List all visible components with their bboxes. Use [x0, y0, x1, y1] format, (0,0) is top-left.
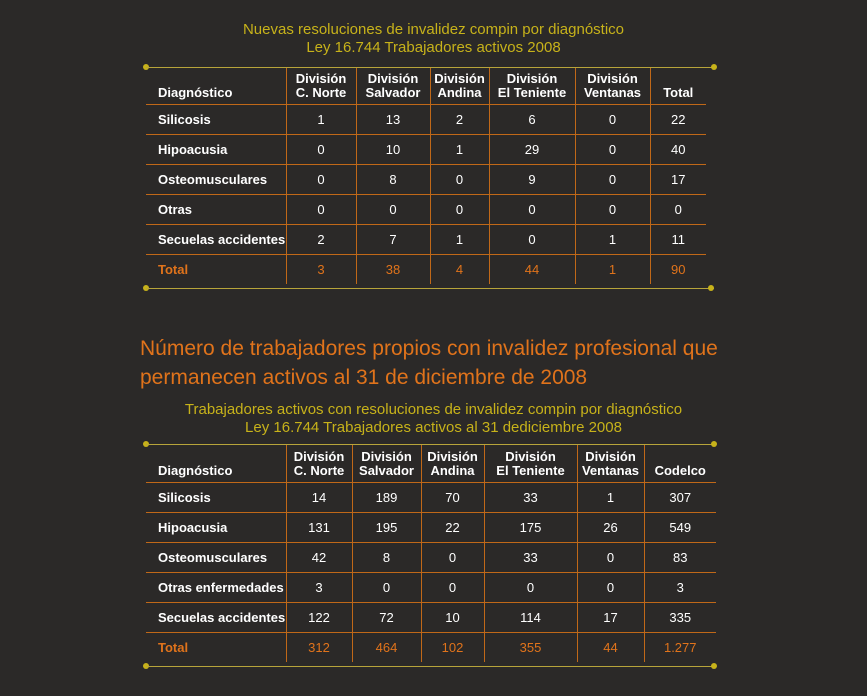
- table-cell: 33: [484, 482, 577, 512]
- table2-header-row: [146, 445, 716, 482]
- column-header: [352, 445, 421, 482]
- table-cell: 0: [489, 194, 575, 224]
- table-cell: 8: [352, 542, 421, 572]
- table-cell: 0: [575, 164, 650, 194]
- table-cell: 17: [650, 164, 706, 194]
- column-header-line2: Salvador: [365, 84, 421, 100]
- table-cell: 1: [575, 224, 650, 254]
- column-header-line2: Ventanas: [583, 84, 642, 100]
- column-header-line1: División: [295, 70, 347, 86]
- table-cell: 0: [575, 134, 650, 164]
- table-cell: 38: [356, 254, 430, 284]
- table-cell: 0: [421, 572, 484, 602]
- table-cell: 114: [484, 602, 577, 632]
- column-header: [575, 68, 650, 104]
- column-header-line1: División: [506, 70, 558, 86]
- table1-bottom-rule: [146, 288, 714, 289]
- column-header-line2: C. Norte: [293, 462, 345, 478]
- table-cell: 2: [286, 224, 356, 254]
- table-cell: 90: [650, 254, 706, 284]
- column-header-line1: División: [585, 448, 636, 464]
- table-cell: 17: [577, 602, 644, 632]
- table-row: [146, 542, 716, 572]
- table-cell: 44: [577, 632, 644, 662]
- table-cell: 189: [352, 482, 421, 512]
- table-cell: 6: [489, 104, 575, 134]
- table-row: [146, 602, 716, 632]
- table-cell: 0: [489, 224, 575, 254]
- column-header-line1: Total: [663, 84, 694, 100]
- table-cell: 13: [356, 104, 430, 134]
- column-header-line2: Salvador: [359, 462, 414, 478]
- row-label: Total: [146, 254, 286, 284]
- row-label: Silicosis: [146, 482, 286, 512]
- row-label: Secuelas accidentes: [146, 224, 286, 254]
- row-label: Otras enfermedades: [146, 572, 286, 602]
- table-cell: 40: [650, 134, 706, 164]
- column-header: [650, 68, 706, 104]
- table-cell: 1: [575, 254, 650, 284]
- table-cell: 44: [489, 254, 575, 284]
- column-header-diagnostico: [146, 68, 286, 104]
- total-row: [146, 254, 706, 284]
- table-cell: 0: [650, 194, 706, 224]
- table-cell: 26: [577, 512, 644, 542]
- table-cell: 3: [286, 572, 352, 602]
- table1-header-row: [146, 68, 706, 104]
- column-header-line1: División: [367, 70, 419, 86]
- table-cell: 0: [575, 104, 650, 134]
- table-cell: 10: [356, 134, 430, 164]
- table-row: [146, 224, 706, 254]
- table-row: [146, 482, 716, 512]
- table-cell: 10: [421, 602, 484, 632]
- table-row: [146, 134, 706, 164]
- table2-caption-line2: Ley 16.744 Trabajadores activos al 31 dediciembre 2008: [245, 419, 622, 436]
- column-header: [286, 68, 356, 104]
- table-row: [146, 512, 716, 542]
- column-header: [644, 445, 716, 482]
- column-header-line2: El Teniente: [497, 84, 567, 100]
- table-cell: 1: [577, 482, 644, 512]
- column-header: [421, 445, 484, 482]
- row-label: Hipoacusia: [146, 512, 286, 542]
- table-cell: 42: [286, 542, 352, 572]
- table-cell: 1: [430, 134, 489, 164]
- row-label: Total: [146, 632, 286, 662]
- column-header-line1: División: [427, 448, 478, 464]
- column-header-line1: Diagnóstico: [158, 84, 233, 100]
- table-cell: 307: [644, 482, 716, 512]
- column-header: [286, 445, 352, 482]
- table-cell: 464: [352, 632, 421, 662]
- row-label: Silicosis: [146, 104, 286, 134]
- table-cell: 335: [644, 602, 716, 632]
- table-cell: 175: [484, 512, 577, 542]
- table-cell: 1: [286, 104, 356, 134]
- table-cell: 131: [286, 512, 352, 542]
- column-header-line2: Ventanas: [581, 462, 640, 478]
- rule-endpoint-dot: [711, 663, 717, 669]
- column-header-line2: El Teniente: [496, 462, 565, 478]
- table-cell: 11: [650, 224, 706, 254]
- table-cell: 4: [430, 254, 489, 284]
- table-cell: 355: [484, 632, 577, 662]
- table-cell: 0: [421, 542, 484, 572]
- total-row: [146, 632, 716, 662]
- table-cell: 7: [356, 224, 430, 254]
- table-cell: 33: [484, 542, 577, 572]
- column-header: [430, 68, 489, 104]
- table-cell: 2: [430, 104, 489, 134]
- table-row: [146, 104, 706, 134]
- section-heading-line1: Número de trabajadores propios con invalidez profesional que: [140, 337, 718, 360]
- table-cell: 3: [286, 254, 356, 284]
- table-cell: 83: [644, 542, 716, 572]
- table-cell: 22: [650, 104, 706, 134]
- row-label: Osteomusculares: [146, 164, 286, 194]
- table1: [146, 68, 706, 284]
- table2: [146, 445, 716, 662]
- table1-caption-line2: Ley 16.744 Trabajadores activos 2008: [306, 39, 561, 56]
- table-cell: 549: [644, 512, 716, 542]
- column-header-line1: División: [434, 70, 485, 86]
- table-cell: 0: [575, 194, 650, 224]
- column-header-line2: C. Norte: [295, 84, 347, 100]
- table-cell: 195: [352, 512, 421, 542]
- table2-caption-line1: Trabajadores activos con resoluciones de invalidez compin por diagnóstico: [184, 401, 683, 418]
- rule-endpoint-dot: [708, 285, 714, 291]
- table-cell: 72: [352, 602, 421, 632]
- table-cell: 70: [421, 482, 484, 512]
- column-header-line1: División: [293, 448, 345, 464]
- column-header: [484, 445, 577, 482]
- table-cell: 0: [484, 572, 577, 602]
- column-header-diagnostico: [146, 445, 286, 482]
- table-cell: 102: [421, 632, 484, 662]
- table-cell: 22: [421, 512, 484, 542]
- table-cell: 8: [356, 164, 430, 194]
- column-header: [489, 68, 575, 104]
- table-cell: 0: [577, 572, 644, 602]
- column-header-line1: División: [505, 448, 556, 464]
- column-header-line1: División: [361, 448, 412, 464]
- section-heading-line2: permanecen activos al 31 de diciembre de 2008: [140, 366, 588, 389]
- table-cell: 0: [286, 164, 356, 194]
- table-cell: 1: [430, 224, 489, 254]
- table-cell: 0: [286, 194, 356, 224]
- column-header: [356, 68, 430, 104]
- table2-bottom-rule: [146, 666, 714, 667]
- rule-endpoint-dot: [711, 64, 717, 70]
- column-header-line2: Andina: [437, 84, 482, 100]
- table-cell: 0: [430, 164, 489, 194]
- column-header-line1: Codelco: [654, 462, 706, 478]
- table-cell: 0: [286, 134, 356, 164]
- table-cell: 0: [352, 572, 421, 602]
- column-header-line2: Andina: [430, 462, 475, 478]
- table-cell: 312: [286, 632, 352, 662]
- row-label: Hipoacusia: [146, 134, 286, 164]
- column-header-line1: Diagnóstico: [158, 462, 233, 478]
- row-label: Secuelas accidentes: [146, 602, 286, 632]
- table1-caption-line1: Nuevas resoluciones de invalidez compin por diagnóstico: [242, 21, 625, 38]
- row-label: Osteomusculares: [146, 542, 286, 572]
- table-cell: 1.277: [644, 632, 716, 662]
- table-row: [146, 164, 706, 194]
- row-label: Otras: [146, 194, 286, 224]
- table-cell: 0: [356, 194, 430, 224]
- table-cell: 3: [644, 572, 716, 602]
- table-cell: 0: [577, 542, 644, 572]
- table-cell: 14: [286, 482, 352, 512]
- table-cell: 9: [489, 164, 575, 194]
- table-row: [146, 194, 706, 224]
- table-row: [146, 572, 716, 602]
- table-cell: 0: [430, 194, 489, 224]
- column-header-line1: División: [587, 70, 638, 86]
- table-cell: 29: [489, 134, 575, 164]
- column-header: [577, 445, 644, 482]
- table-cell: 122: [286, 602, 352, 632]
